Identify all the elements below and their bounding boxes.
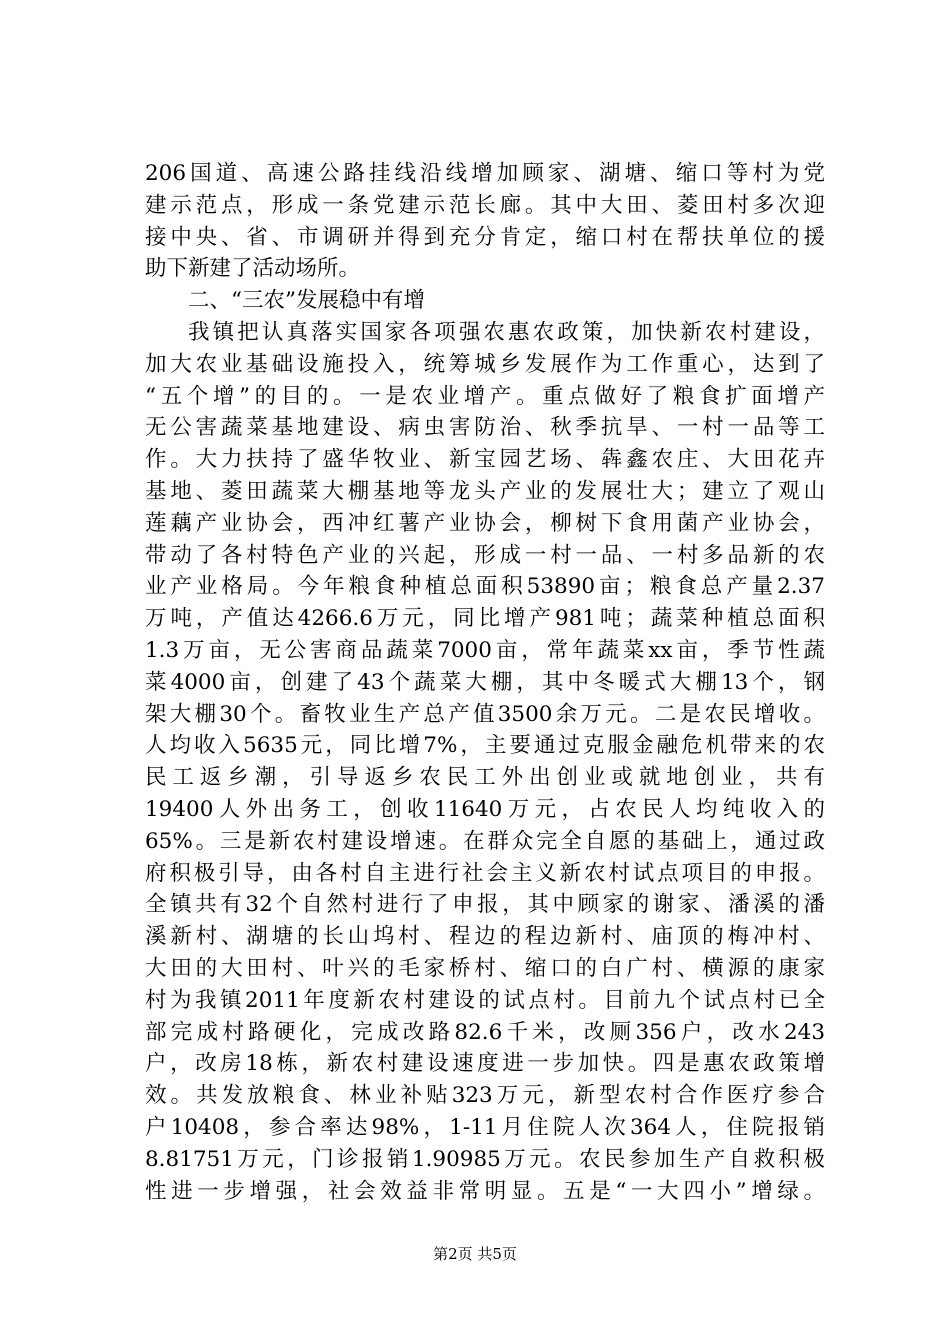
text-line: 菜4000亩，创建了43个蔬菜大棚，其中冬暖式大棚13个，钢 [145,669,825,695]
text-line: 府积极引导，由各村自主进行社会主义新农村试点项目的申报。 [145,860,825,886]
text-line: 部完成村路硬化，完成改路82.6千米，改厕356户，改水243 [145,1019,825,1045]
text-line: 性进一步增强，社会效益非常明显。五是“一大四小”增绿。 [145,1178,825,1204]
page-footer [0,1244,950,1264]
page-number: 第2页 共5页 [433,1245,517,1263]
text-line: 村为我镇2011年度新农村建设的试点村。目前九个试点村已全 [145,987,825,1013]
body-text [145,158,825,1207]
text-line: 莲藕产业协会，西冲红薯产业协会，柳树下食用菌产业协会， [145,510,825,536]
text-line: 效。共发放粮食、林业补贴323万元，新型农村合作医疗参合 [145,1083,825,1109]
text-line: 户，改房18栋，新农村建设速度进一步加快。四是惠农政策增 [145,1051,825,1077]
text-line: 架大棚30个。畜牧业生产总产值3500余万元。二是农民增收。 [145,701,825,727]
text-line: 人均收入5635元，同比增7%，主要通过克服金融危机带来的农 [145,733,825,759]
text-line: “五个增”的目的。一是农业增产。重点做好了粮食扩面增产 [145,383,825,409]
section-heading: 二、“三农”发展稳中有增 [188,288,425,314]
text-line: 民工返乡潮，引导返乡农民工外出创业或就地创业，共有 [145,765,825,791]
text-line: 助下新建了活动场所。 [145,256,361,282]
text-line: 65%。三是新农村建设增速。在群众完全自愿的基础上，通过政 [145,828,825,854]
text-line: 户10408，参合率达98%，1-11月住院人次364人，住院报销 [145,1114,825,1140]
text-line: 接中央、省、市调研并得到充分肯定，缩口村在帮扶单位的援 [145,224,825,250]
text-line: 万吨，产值达4266.6万元，同比增产981吨；蔬菜种植总面积 [145,606,825,632]
text-line: 19400人外出务工，创收11640万元，占农民人均纯收入的 [145,796,825,822]
text-line: 我镇把认真落实国家各项强农惠农政策，加快新农村建设， [188,319,825,345]
text-line: 业产业格局。今年粮食种植总面积53890亩；粮食总产量2.37 [145,574,825,600]
text-line: 1.3万亩，无公害商品蔬菜7000亩，常年蔬菜xx亩，季节性蔬 [145,637,825,663]
text-line: 8.81751万元，门诊报销1.90985万元。农民参加生产自救积极 [145,1146,825,1172]
text-line: 溪新村、湖塘的长山坞村、程边的程边新村、庙顶的梅冲村、 [145,924,825,950]
text-line: 大田的大田村、叶兴的毛家桥村、缩口的白广村、横源的康家 [145,955,825,981]
text-line: 无公害蔬菜基地建设、病虫害防治、秋季抗旱、一村一品等工 [145,415,825,441]
text-line: 作。大力扶持了盛华牧业、新宝园艺场、犇鑫农庄、大田花卉 [145,447,825,473]
text-line: 加大农业基础设施投入，统筹城乡发展作为工作重心，达到了 [145,351,825,377]
text-line: 206国道、高速公路挂线沿线增加顾家、湖塘、缩口等村为党 [145,161,825,186]
text-line: 全镇共有32个自然村进行了申报，其中顾家的谢家、潘溪的潘 [145,892,825,918]
text-line: 建示范点，形成一条党建示范长廊。其中大田、菱田村多次迎 [145,192,825,218]
text-line: 带动了各村特色产业的兴起，形成一村一品、一村多品新的农 [145,542,825,568]
text-line: 基地、菱田蔬菜大棚基地等龙头产业的发展壮大；建立了观山 [145,478,825,504]
